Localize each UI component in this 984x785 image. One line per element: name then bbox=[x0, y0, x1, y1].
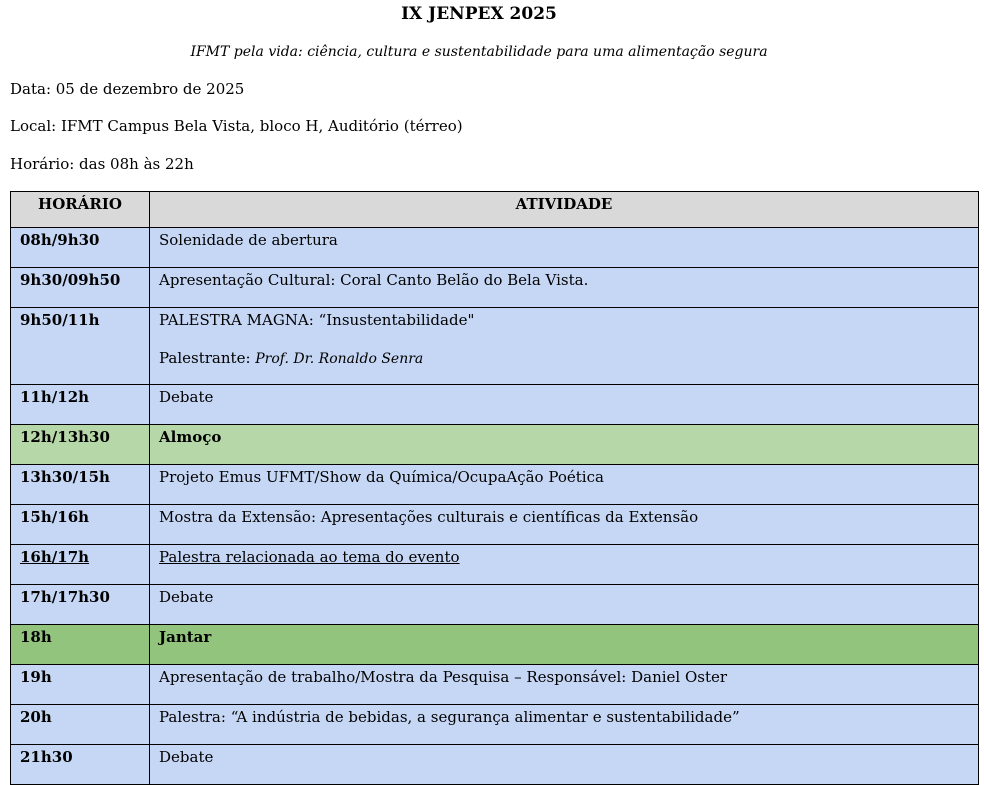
table-row bbox=[11, 268, 979, 308]
row-activity: Debate bbox=[150, 585, 979, 625]
table-row bbox=[11, 385, 979, 425]
row-activity: Almoço bbox=[150, 425, 979, 465]
row-time: 18h bbox=[11, 625, 150, 665]
row-time: 12h/13h30 bbox=[11, 425, 150, 465]
row-time: 17h/17h30 bbox=[11, 585, 150, 625]
row-time: 19h bbox=[11, 665, 150, 705]
event-location: Local: IFMT Campus Bela Vista, bloco H, Auditório (térreo) bbox=[10, 117, 463, 135]
row-time: 16h/17h bbox=[11, 545, 150, 585]
row-time: 20h bbox=[11, 705, 150, 745]
row-time: 9h50/11h bbox=[11, 308, 150, 385]
speaker-name: Prof. Dr. Ronaldo Senra bbox=[255, 351, 424, 367]
row-time: 08h/9h30 bbox=[11, 228, 150, 268]
table-row bbox=[11, 745, 979, 785]
row-time: 21h30 bbox=[11, 745, 150, 785]
table-row bbox=[11, 505, 979, 545]
table-row bbox=[11, 308, 979, 385]
row-activity: Mostra da Extensão: Apresentações culturais e científicas da Extensão bbox=[150, 505, 979, 545]
row-activity: Palestra relacionada ao tema do evento bbox=[150, 545, 979, 585]
activity-text: Apresentação Cultural: Coral Canto Belão do Bela Vista. bbox=[159, 271, 589, 289]
row-time: 11h/12h bbox=[11, 385, 150, 425]
row-activity: Apresentação de trabalho/Mostra da Pesquisa – Responsável: Daniel Oster bbox=[150, 665, 979, 705]
table-row bbox=[11, 545, 979, 585]
table-row bbox=[11, 465, 979, 505]
row-activity bbox=[150, 308, 979, 385]
schedule-table bbox=[10, 191, 979, 785]
row-activity: Debate bbox=[150, 385, 979, 425]
event-date: Data: 05 de dezembro de 2025 bbox=[10, 80, 245, 98]
table-row bbox=[11, 228, 979, 268]
row-activity: Debate bbox=[150, 745, 979, 785]
row-time: 15h/16h bbox=[11, 505, 150, 545]
table-row bbox=[11, 625, 979, 665]
row-activity: Palestra: “A indústria de bebidas, a segurança alimentar e sustentabilidade” bbox=[150, 705, 979, 745]
keynote-speaker bbox=[159, 348, 969, 369]
row-activity: Projeto Emus UFMT/Show da Química/OcupaAção Poética bbox=[150, 465, 979, 505]
speaker-label: Palestrante: bbox=[159, 349, 256, 367]
keynote-title: PALESTRA MAGNA: “Insustentabilidade" bbox=[159, 311, 475, 329]
header-activity: ATIVIDADE bbox=[150, 192, 979, 228]
schedule-header-row bbox=[11, 192, 979, 228]
table-row bbox=[11, 705, 979, 745]
row-time: 9h30/09h50 bbox=[11, 268, 150, 308]
event-hours: Horário: das 08h às 22h bbox=[10, 155, 194, 173]
row-activity bbox=[150, 268, 979, 308]
table-row bbox=[11, 425, 979, 465]
row-activity: Jantar bbox=[150, 625, 979, 665]
event-title: IX JENPEX 2025 bbox=[401, 4, 557, 24]
table-row bbox=[11, 665, 979, 705]
table-row bbox=[11, 585, 979, 625]
row-activity: Solenidade de abertura bbox=[150, 228, 979, 268]
event-subtitle: IFMT pela vida: ciência, cultura e sustentabilidade para uma alimentação segura bbox=[190, 44, 768, 60]
row-time: 13h30/15h bbox=[11, 465, 150, 505]
header-time: HORÁRIO bbox=[11, 192, 150, 228]
